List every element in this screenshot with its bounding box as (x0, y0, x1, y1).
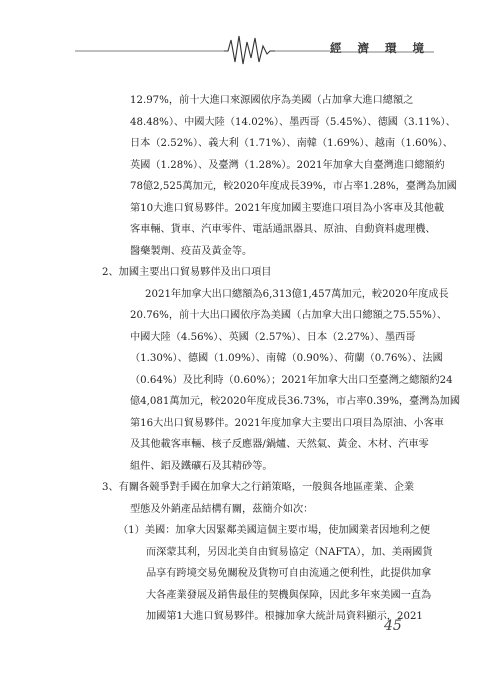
text-line: 醫藥製劑、疫苗及黃金等。 (130, 245, 253, 257)
section-title: 經 濟 環 境 (330, 41, 431, 55)
text-line: 大各產業發展及銷售最佳的契機與保障，因此多年來美國一直為 (146, 589, 432, 601)
text-line: 2021年加拿大出口總額為6,313億1,457萬加元，較2020年度成長 (145, 288, 449, 300)
text-line: 客車輛、貨車、汽車零件、電話通訊器具、原油、自動資料處理機、 (130, 224, 436, 235)
text-line: （1.30%）、德國（1.09%）、南韓（0.90%）、荷蘭（0.76%）、法國 (130, 353, 443, 364)
text-line: 第10大進口貿易夥伴。2021年度加國主要進口項目為小客車及其他載 (130, 202, 444, 214)
text-line: 12.97%，前十大進口來源國依序為美國（占加拿大進口總額之 (130, 95, 414, 106)
text-line: 型態及外銷產品結構有關，茲簡介如次： (130, 503, 314, 515)
text-line: 及其他載客車輛、核子反應器/鍋爐、天然氣、黃金、木材、汽車零 (130, 439, 429, 450)
text-line: 第16大出口貿易夥伴。2021年度加拿大主要出口項目為原油、小客車 (130, 417, 444, 429)
text-line: 20.76%，前十大出口國依序為美國（占加拿大出口總額之75.55%）、 (130, 310, 448, 321)
text-line: 78億2,525萬加元，較2020年度成長39%，市占率1.28%，臺灣為加國 (130, 181, 457, 192)
text-line: 組件、鋁及鐵礦石及其精砂等。 (130, 460, 273, 472)
list-heading: 3、有關各競爭對手國在加拿大之行銷策略，一般與各地區產業、企業 (102, 482, 415, 493)
sub-list-heading: （1）美國：加拿大因緊鄰美國這個主要市場，使加國業者因地利之便 (118, 525, 431, 536)
text-line: 中國大陸（4.56%）、英國（2.57%）、日本（2.27%）、墨西哥 (130, 331, 416, 343)
text-line: 48.48%）、中國大陸（14.02%）、墨西哥（5.45%）、德國（3.11%）、 (130, 116, 456, 128)
page-number: 45 (384, 618, 402, 634)
list-heading: 2、加國主要出口貿易夥伴及出口項目 (102, 267, 272, 278)
text-line: 日本（2.52%）、義大利（1.71%）、南韓（1.69%）、越南（1.60%）、 (130, 138, 453, 149)
text-line: 而深蒙其利，另因北美自由貿易協定（NAFTA），加、美兩國貨 (146, 546, 433, 558)
text-line: 英國（1.28%）、及臺灣（1.28%）。2021年加拿大自臺灣進口總額約 (130, 159, 445, 171)
text-line: 加國第1大進口貿易夥伴。根據加拿大統計局資料顯示，2021 (146, 611, 423, 622)
text-line: 億4,081萬加元，較2020年度成長36.73%，市占率0.39%，臺灣為加國 (130, 396, 461, 407)
page-header (0, 0, 480, 80)
text-line: 品享有跨境交易免關稅及貨物可自由流通之便利性，此提供加拿 (146, 568, 432, 579)
text-line: （0.64%）及比利時（0.60%）；2021年加拿大出口至臺灣之總額約24 (130, 374, 453, 386)
